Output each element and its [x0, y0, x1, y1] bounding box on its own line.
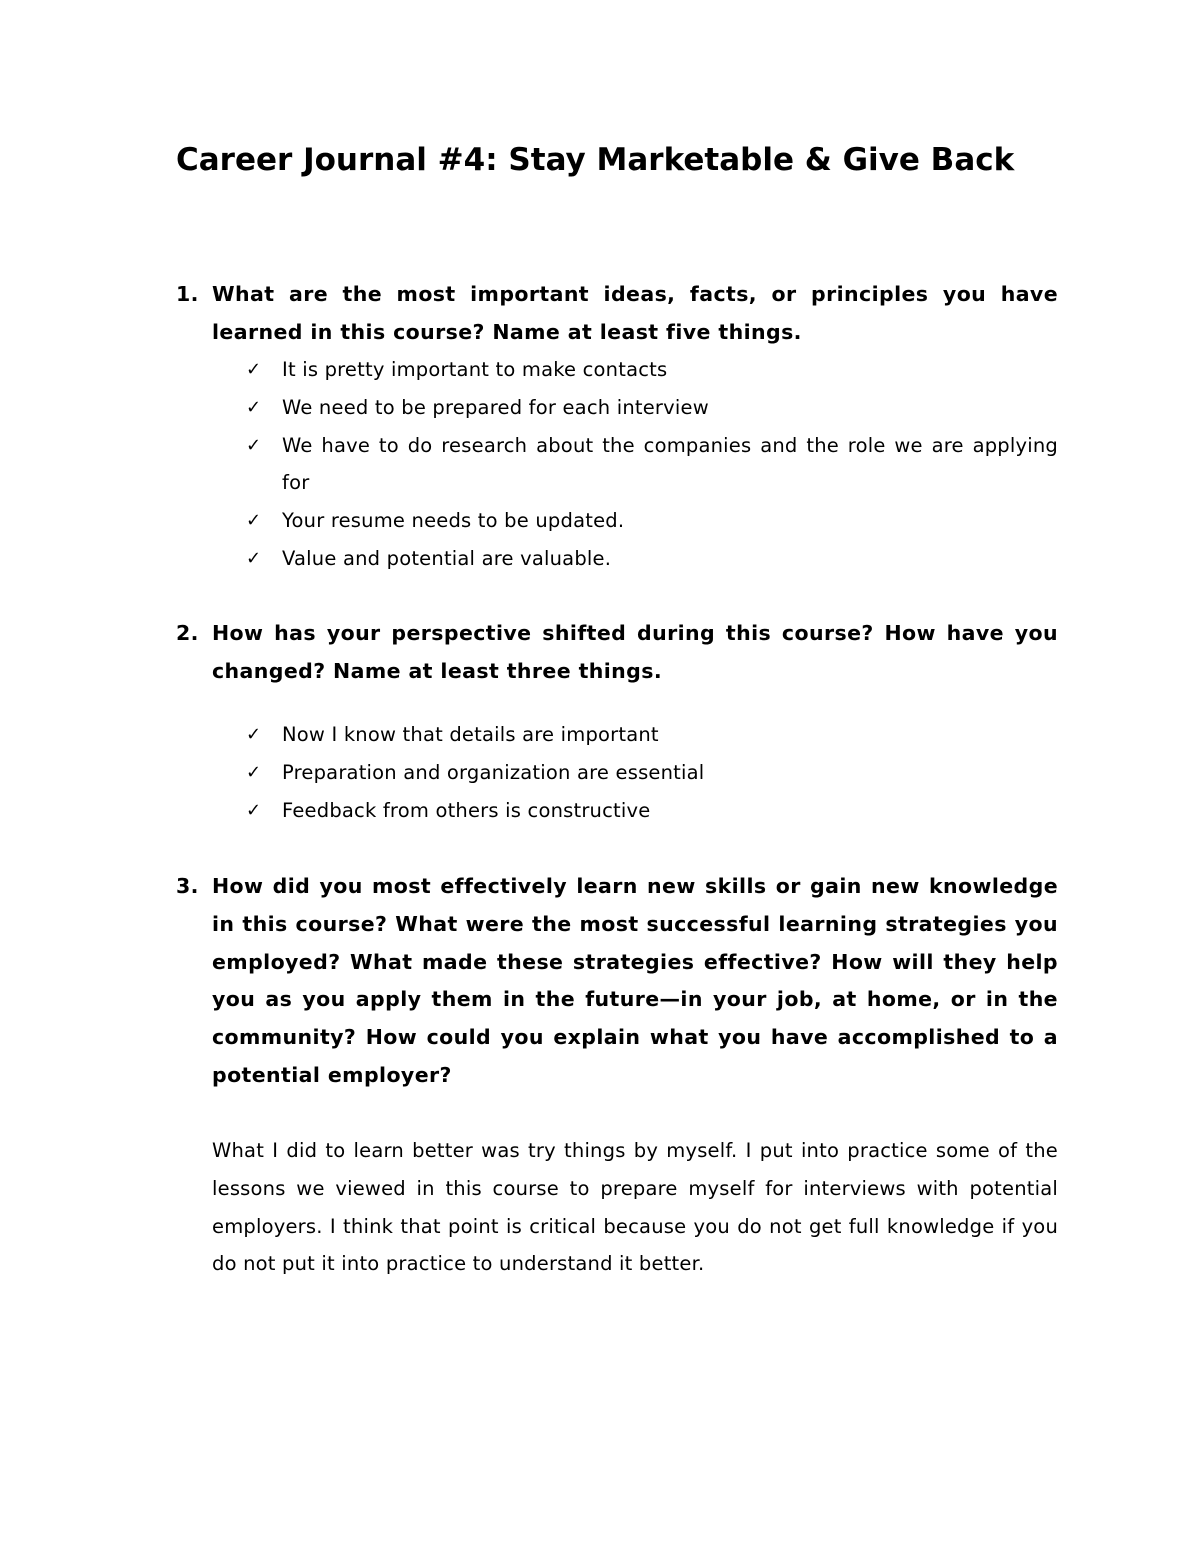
list-item-text: Feedback from others is constructive: [282, 798, 651, 822]
checkmark-icon: ✓: [246, 761, 262, 783]
list-item: [246, 351, 1058, 389]
list-item: [246, 540, 1058, 578]
list-item: [246, 502, 1058, 540]
list-item-text: Preparation and organization are essential: [282, 760, 705, 784]
list-item: [246, 427, 1058, 503]
list-item-text: We need to be prepared for each interview: [282, 395, 709, 419]
checkmark-icon: ✓: [246, 396, 262, 418]
checkmark-icon: ✓: [246, 510, 262, 532]
list-item: [246, 792, 1058, 830]
answer-list-1: [246, 351, 1058, 578]
checkmark-icon: ✓: [246, 799, 262, 821]
document-title: Career Journal #4: Stay Marketable & Give Back: [176, 142, 1015, 178]
answer-paragraph: What I did to learn better was try things by myself. I put into practice some of the lessons we viewed in this course to prepare myself for interviews with potential employers. I think that point is critical because you do not get full knowledge if you do not put it into practice to understand it better.: [212, 1139, 1058, 1276]
answer-list-2: [246, 716, 1058, 829]
question-number: 2.: [176, 621, 199, 645]
list-item: [246, 716, 1058, 754]
checkmark-icon: ✓: [246, 724, 262, 745]
list-item-text: We have to do research about the companies and the role we are applying for: [282, 433, 1058, 495]
list-item-text: It is pretty important to make contacts: [282, 358, 668, 381]
question-number: 1.: [176, 282, 199, 306]
question-text: What are the most important ideas, facts, or principles you have learned in this course? Name at least five things.: [212, 282, 1058, 344]
list-item-text: Now I know that details are important: [282, 723, 659, 746]
question-text: How has your perspective shifted during this course? How have you changed? Name at least three things.: [212, 621, 1058, 683]
list-item: [246, 389, 1058, 427]
question-2: [176, 615, 1058, 691]
checkmark-icon: ✓: [246, 434, 262, 456]
question-3: [176, 868, 1058, 1095]
checkmark-icon: ✓: [246, 547, 262, 569]
question-number: 3.: [176, 874, 199, 898]
question-text: How did you most effectively learn new skills or gain new knowledge in this course? What were the most successful learning strategies you employed? What made these strategies effective? How will they help you as you apply them in the future—in your job, at home, or in the community? How could you explain what you have accomplished to a potential employer?: [212, 874, 1058, 1087]
question-1: [176, 276, 1058, 352]
checkmark-icon: ✓: [246, 359, 262, 380]
list-item: [246, 754, 1058, 792]
list-item-text: Your resume needs to be updated.: [282, 509, 625, 533]
list-item-text: Value and potential are valuable.: [282, 546, 612, 570]
